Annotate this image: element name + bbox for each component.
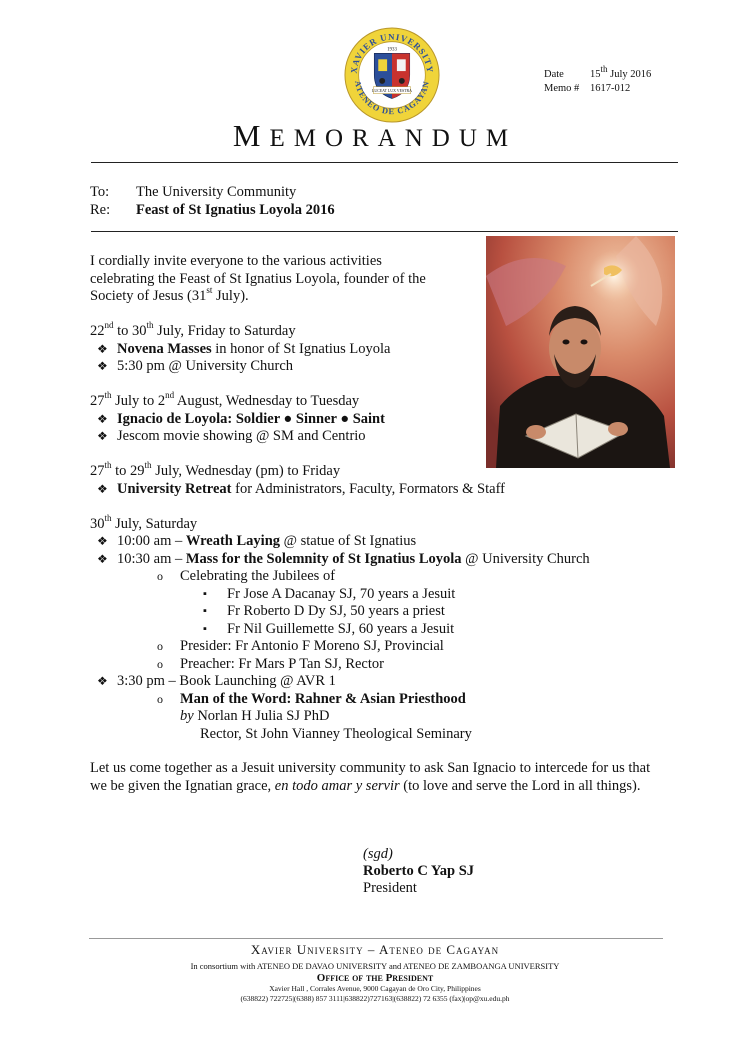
- seal-year: 1933: [387, 47, 397, 53]
- list-item: ❖ 10:00 am – Wreath Laying @ statue of St Ignatius: [90, 533, 665, 551]
- list-item: ❖ 5:30 pm @ University Church: [90, 358, 665, 376]
- section-movie-heading: 27th July to 2nd August, Wednesday to Tuesday: [90, 390, 360, 409]
- memo-number-value: 1617-012: [590, 82, 631, 94]
- sub-list-item: o Preacher: Fr Mars P Tan SJ, Rector: [90, 656, 665, 674]
- seal-ring-bottom-text: ATENEO DE CAGAYAN: [352, 79, 432, 117]
- university-seal: [343, 26, 441, 124]
- memo-title-first-letter: M: [232, 118, 270, 153]
- date-row: [544, 63, 652, 82]
- date-value-sup: th: [600, 63, 608, 74]
- memo-body: [90, 253, 665, 743]
- section-retreat-heading: 27th to 29th July, Wednesday (pm) to Friday: [90, 460, 341, 479]
- list-item: ❖ 3:30 pm – Book Launching @ AVR 1: [90, 673, 665, 691]
- subject-divider: [91, 231, 678, 232]
- list-item: ❖ 10:30 am – Mass for the Solemnity of St Ignatius Loyola @ University Church: [90, 551, 665, 569]
- jubilarian-item: ▪ Fr Nil Guillemette SJ, 60 years a Jesuit: [90, 621, 665, 639]
- signatory-name: Roberto C Yap SJ: [363, 863, 475, 879]
- jubilarian-item: ▪ Fr Jose A Dacanay SJ, 70 years a Jesuit: [90, 586, 665, 604]
- sub-list-item: o Presider: Fr Antonio F Moreno SJ, Provincial: [90, 638, 665, 656]
- intro-line-3: Society of Jesus (31st July).: [90, 285, 249, 304]
- jubilarian-item: ▪ Fr Roberto D Dy SJ, 50 years a priest: [90, 603, 665, 621]
- book-author-role: Rector, St John Vianney Theological Seminary: [200, 725, 472, 742]
- sub-list-item: o Man of the Word: Rahner & Asian Priesthood: [90, 691, 665, 709]
- list-item: ❖ Jescom movie showing @ SM and Centrio: [90, 428, 665, 446]
- footer-consortium: In consortium with ATENEO DE DAVAO UNIVERSITY and ATENEO DE ZAMBOANGA UNIVERSITY: [190, 961, 560, 971]
- re-label: Re:: [90, 202, 111, 218]
- footer-address: Xavier Hall , Corrales Avenue, 9000 Cagayan de Oro City, Philippines: [269, 984, 481, 993]
- book-author: by Norlan H Julia SJ PhD: [180, 708, 330, 724]
- closing-line-1: Let us come together as a Jesuit university community to ask San Ignacio to intercede for us that: [90, 760, 651, 776]
- date-value-pre: 15: [590, 69, 601, 80]
- list-item: ❖ University Retreat for Administrators, Faculty, Formators & Staff: [90, 481, 665, 499]
- date-label: Date: [544, 69, 564, 80]
- letterhead-footer: [0, 942, 750, 1004]
- section-feast-day-heading: 30th July, Saturday: [90, 512, 198, 532]
- signature-block: [363, 846, 474, 897]
- list-item: ❖ Novena Masses in honor of St Ignatius Loyola: [90, 341, 665, 359]
- to-label: To:: [90, 184, 110, 200]
- footer-office: Office of the President: [316, 972, 434, 984]
- title-divider: [91, 162, 678, 163]
- signature-sgd: (sgd): [363, 846, 393, 862]
- seal-ring-top-text: XAVIER UNIVERSITY: [348, 31, 436, 74]
- signatory-title: President: [363, 880, 417, 896]
- footer-university-name: Xavier University – Ateneo de Cagayan: [250, 942, 500, 957]
- to-value: The University Community: [136, 184, 297, 200]
- section-novena-heading: 22nd to 30th July, Friday to Saturday: [90, 320, 296, 339]
- address-block: [90, 183, 335, 219]
- footer-contacts: (638822) 722725|(6388) 857 3111|638822)727163|(638822) 72 6355 (fax)|op@xu.edu.ph: [240, 994, 510, 1003]
- memo-meta: [544, 63, 652, 95]
- closing-paragraph: [90, 760, 690, 795]
- seal-ribbon: LUCEAT LUX VESTRA: [371, 88, 413, 93]
- memo-number-label: Memo #: [544, 82, 580, 94]
- footer-divider: [89, 938, 663, 939]
- list-item: ❖ Ignacio de Loyola: Soldier ● Sinner ● Saint: [90, 411, 665, 429]
- intro-line-1: I cordially invite everyone to the various activities: [90, 253, 382, 269]
- intro-line-2: celebrating the Feast of St Ignatius Loyola, founder of the: [90, 270, 426, 287]
- closing-line-2: we be given the Ignatian grace, en todo amar y servir (to love and serve the Lord in all things).: [90, 777, 641, 794]
- memo-number-row: [544, 82, 651, 96]
- sub-list-item: o Celebrating the Jubilees of: [90, 568, 665, 586]
- re-value: Feast of St Ignatius Loyola 2016: [136, 202, 335, 218]
- memo-title: [0, 118, 750, 154]
- memo-title-rest: EMORANDUM: [269, 125, 518, 152]
- date-value-post: July 2016: [607, 69, 652, 80]
